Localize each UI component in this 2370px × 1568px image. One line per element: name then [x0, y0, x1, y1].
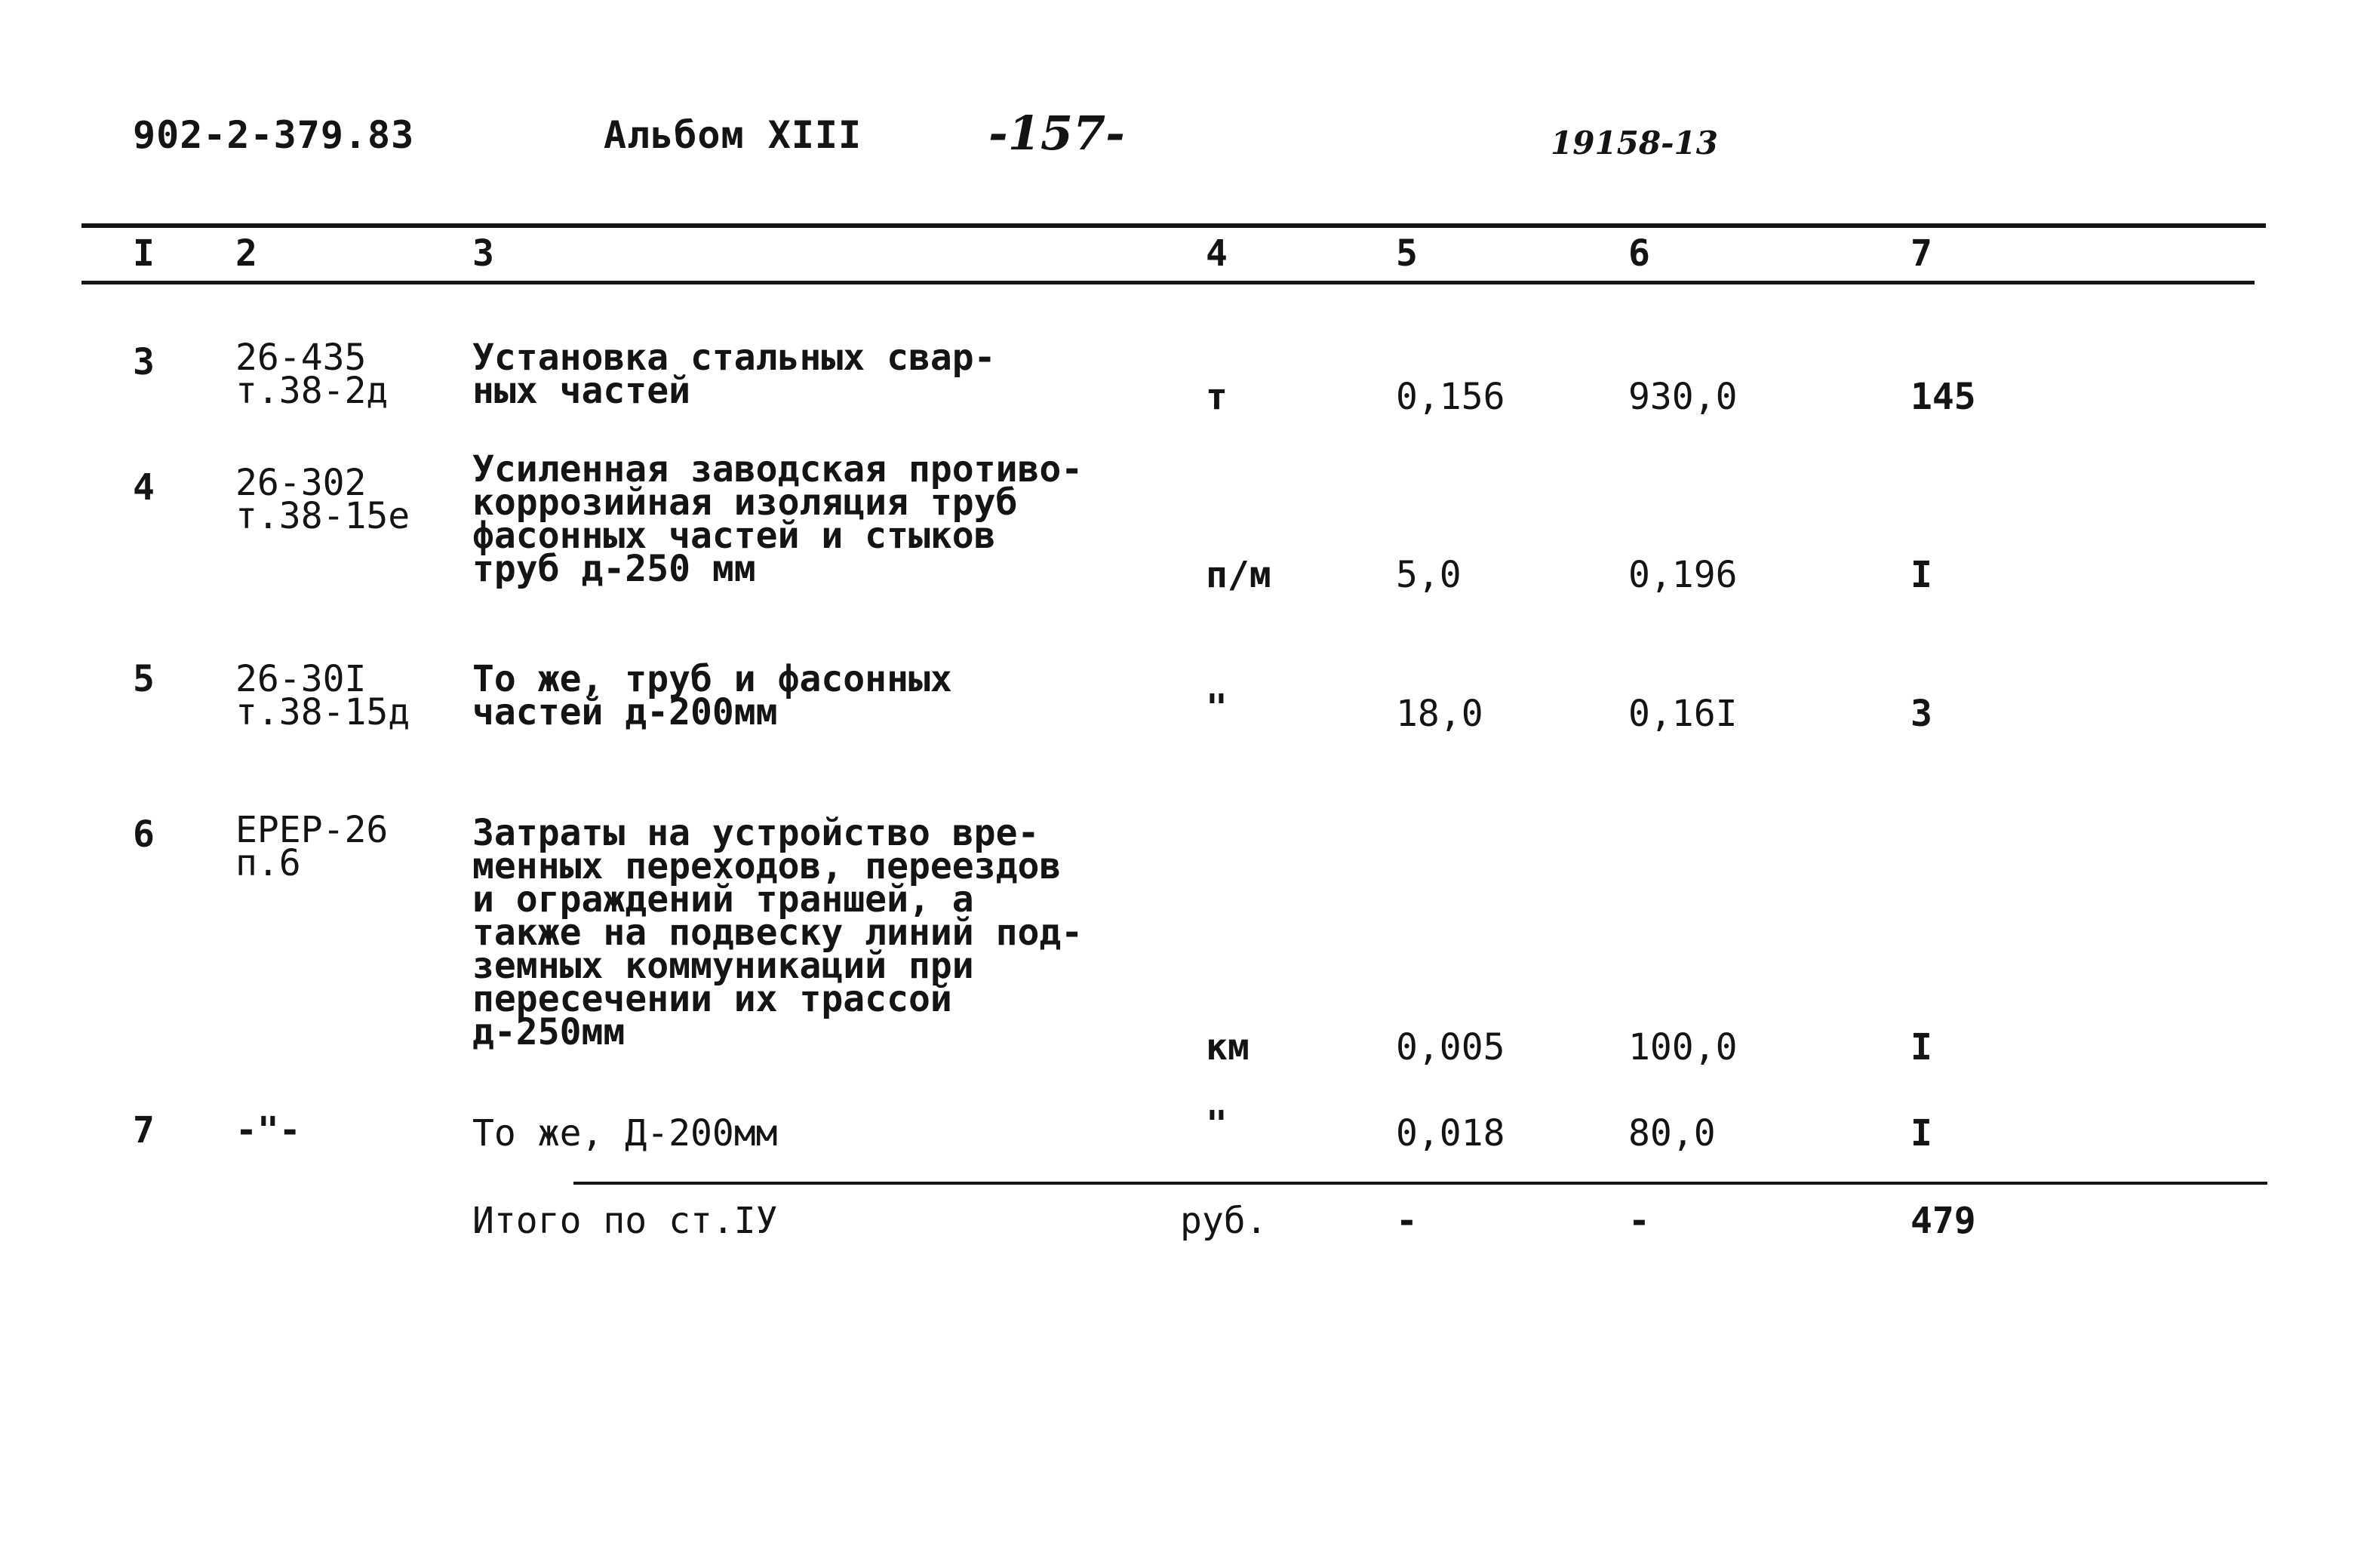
description-line: коррозийная изоляция труб [472, 481, 1018, 524]
description-line: земных коммуникаций при [472, 945, 974, 987]
quantity: 0,018 [1396, 1112, 1505, 1154]
document-code: 902-2-379.83 [133, 113, 415, 157]
col-header-6: 6 [1628, 232, 1650, 275]
unit: " [1206, 687, 1228, 729]
quantity: 5,0 [1396, 554, 1462, 596]
summary-total: 479 [1910, 1200, 1976, 1242]
code-line: т.38-15е [235, 495, 410, 537]
total-cost: I [1910, 1026, 1932, 1068]
table-top-rule [81, 223, 2266, 228]
work-description [472, 448, 1084, 590]
total-cost: 145 [1910, 376, 1976, 418]
unit-price: 0,196 [1628, 554, 1738, 596]
quantity: 0,156 [1396, 376, 1505, 418]
quantity: 18,0 [1396, 693, 1483, 735]
description-line: фасонных частей и стыков [472, 515, 996, 557]
row-number: 5 [133, 658, 155, 700]
summary-unit: руб. [1180, 1200, 1268, 1242]
col-header-5: 5 [1396, 232, 1418, 275]
inventory-number: 19158-13 [1551, 125, 1718, 161]
work-description: То же, Д-200мм [472, 1112, 778, 1154]
description-line: Установка стальных свар- [472, 337, 996, 379]
row-number: 4 [133, 466, 155, 509]
work-description [472, 812, 1084, 1053]
description-line: менных переходов, переездов [472, 845, 1062, 887]
unit: км [1206, 1026, 1250, 1068]
summary-rule [573, 1182, 2267, 1185]
album-label: Альбом XIII [604, 113, 862, 157]
unit-price: 930,0 [1628, 376, 1738, 418]
code-line: 26-435 [235, 337, 367, 379]
description-line: Усиленная заводская противо- [472, 448, 1084, 490]
unit: " [1206, 1103, 1228, 1145]
col-header-3: 3 [472, 232, 494, 275]
code-line: ЕРЕР-26 [235, 809, 389, 851]
summary-quantity: - [1396, 1200, 1418, 1242]
page-number: -157- [988, 106, 1125, 161]
description-line: частей д-200мм [472, 691, 778, 733]
total-cost: 3 [1910, 693, 1932, 735]
work-description [472, 658, 952, 733]
total-cost: I [1910, 554, 1932, 596]
description-line: То же, труб и фасонных [472, 658, 952, 700]
description-line: ных частей [472, 370, 690, 412]
row-number: 3 [133, 341, 155, 383]
description-line: и ограждений траншей, а [472, 878, 974, 921]
total-cost: I [1910, 1112, 1932, 1154]
unit: п/м [1206, 554, 1271, 596]
col-header-4: 4 [1206, 232, 1228, 275]
description-line: пересечении их трассой [472, 978, 952, 1020]
code-line: т.38-15д [235, 691, 410, 733]
code-line: 26-30I [235, 658, 367, 700]
norm-code [235, 337, 389, 412]
code-line: т.38-2д [235, 370, 389, 412]
row-number: 6 [133, 813, 155, 856]
unit: т [1206, 376, 1228, 418]
code-line: п.6 [235, 842, 301, 884]
description-line: также на подвеску линий под- [472, 912, 1084, 954]
unit-price: 100,0 [1628, 1026, 1738, 1068]
description-line: д-250мм [472, 1011, 626, 1053]
quantity: 0,005 [1396, 1026, 1505, 1068]
col-header-7: 7 [1910, 232, 1932, 275]
row-number: 7 [133, 1109, 155, 1151]
code-line: 26-302 [235, 462, 367, 504]
summary-price: - [1628, 1200, 1650, 1242]
work-description [472, 337, 996, 412]
norm-code [235, 658, 410, 733]
summary-label: Итого по ст.IУ [472, 1200, 778, 1242]
norm-code [235, 462, 410, 537]
unit-price: 0,16I [1628, 693, 1738, 735]
col-header-2: 2 [235, 232, 257, 275]
col-header-1: I [133, 232, 155, 275]
unit-price: 80,0 [1628, 1112, 1716, 1154]
norm-code: -"- [235, 1109, 301, 1151]
description-line: Затраты на устройство вре- [472, 812, 1040, 854]
norm-code [235, 809, 389, 884]
header-bottom-rule [81, 281, 2255, 284]
description-line: труб д-250 мм [472, 548, 756, 590]
